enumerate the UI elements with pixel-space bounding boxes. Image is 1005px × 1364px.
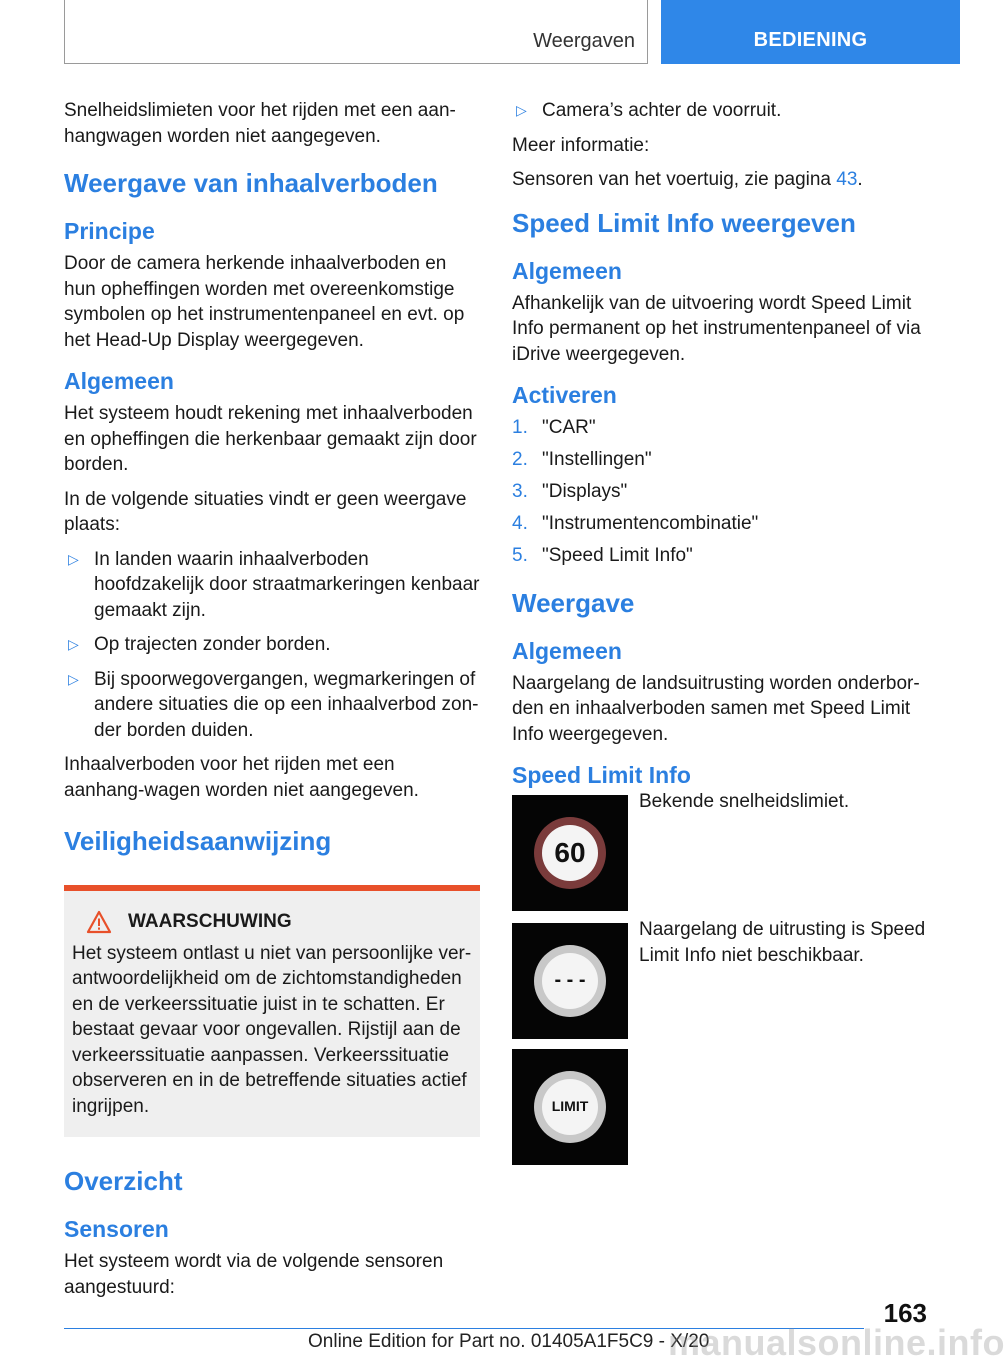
warning-triangle-icon bbox=[86, 910, 112, 934]
list-item: ▷ Bij spoorwegovergangen, wegmarkeringen of andere situaties die op een inhaalverbod zon-der borden duiden. bbox=[68, 668, 479, 741]
subheading-algemeen-weergave: Algemeen bbox=[512, 637, 622, 664]
activation-steps bbox=[512, 415, 928, 569]
sli-row-unavailable bbox=[512, 919, 928, 1039]
warning-title: WAARSCHUWING bbox=[128, 911, 292, 932]
sensor-list bbox=[512, 98, 928, 124]
left-column bbox=[64, 98, 480, 1309]
page-number: 163 bbox=[883, 1298, 927, 1328]
intro-text: Snelheidslimieten voor het rijden met een aan-hangwagen worden niet aangegeven. bbox=[64, 100, 456, 147]
right-column bbox=[512, 98, 928, 1175]
subheading-speed-limit-info: Speed Limit Info bbox=[512, 762, 691, 788]
watermark: manualsonline.info bbox=[668, 1322, 1005, 1363]
header-section-title: Weergaven bbox=[533, 30, 635, 52]
heading-weergave: Weergave bbox=[512, 587, 635, 618]
page-link[interactable]: 43 bbox=[836, 169, 858, 190]
list-item: 5. "Speed Limit Info" bbox=[512, 545, 693, 566]
sli-row-known-limit bbox=[512, 791, 928, 911]
list-item: ▷ Op trajecten zonder borden. bbox=[64, 632, 480, 658]
weergave-algemeen-text: Naargelang de landsuitrusting worden onderbor-den en inhaalverboden samen met Speed Limit Info weergegeven. bbox=[512, 672, 920, 745]
speed-limit-60-icon: 60 bbox=[512, 795, 628, 911]
edition-text: Online Edition for Part no. 01405A1F5C9 - X/20 bbox=[308, 1331, 710, 1352]
subheading-algemeen-sli: Algemeen bbox=[512, 257, 622, 284]
algemeen-text-1: Het systeem houdt rekening met inhaalverboden en opheffingen die herkenbaar gemaakt zijn door borden. bbox=[64, 403, 477, 475]
sli-unavailable-text: Naargelang de uitrusting is Speed Limit Info niet beschikbaar. bbox=[639, 919, 926, 966]
principe-text: Door de camera herkende inhaalverboden en hun opheffingen worden met overeenkomstige symbolen op het instrumentenpaneel en evt. op het Head-Up Display weergegeven. bbox=[64, 253, 465, 351]
list-item: 2. "Instellingen" bbox=[512, 449, 652, 470]
sensoren-reference: Sensoren van het voertuig, zie pagina 43. bbox=[512, 169, 863, 190]
list-item: 4. "Instrumentencombinatie" bbox=[512, 513, 759, 534]
sli-row-limit bbox=[512, 1049, 928, 1165]
sli-known-limit-text: Bekende snelheidslimiet. bbox=[639, 791, 850, 812]
subheading-sensoren: Sensoren bbox=[64, 1216, 169, 1242]
subheading-activeren: Activeren bbox=[512, 382, 617, 408]
list-item: ▷ In landen waarin inhaalverboden hoofdzakelijk door straatmarkeringen kenbaar gemaakt zijn. bbox=[68, 548, 480, 621]
subheading-algemeen: Algemeen bbox=[64, 368, 174, 394]
sli-algemeen-text: Afhankelijk van de uitvoering wordt Speed Limit Info permanent op het instrumentenpaneel of via iDrive weergegeven. bbox=[512, 292, 921, 365]
warning-header bbox=[72, 909, 472, 935]
triangle-bullet-icon: ▷ bbox=[516, 102, 527, 118]
list-item: ▷ Camera’s achter de voorruit. bbox=[512, 98, 928, 124]
warning-box bbox=[64, 885, 480, 1137]
list-item: 3. "Displays" bbox=[512, 481, 628, 502]
heading-inhaalverboden: Weergave van inhaalverboden bbox=[64, 168, 438, 198]
sensoren-text: Het systeem wordt via de volgende sensoren aangestuurd: bbox=[64, 1251, 444, 1298]
speed-limit-unavailable-icon: - - - bbox=[512, 923, 628, 1039]
algemeen-text-2: In de volgende situaties vindt er geen weergave plaats: bbox=[64, 488, 467, 535]
subheading-principe: Principe bbox=[64, 218, 155, 244]
triangle-bullet-icon: ▷ bbox=[68, 670, 79, 687]
heading-overzicht: Overzicht bbox=[64, 1166, 183, 1196]
list-item: 1. "CAR" bbox=[512, 417, 596, 438]
header-chapter-tab: BEDIENING bbox=[661, 0, 960, 64]
no-display-list bbox=[64, 547, 480, 744]
speed-limit-limit-icon: LIMIT bbox=[512, 1049, 628, 1165]
triangle-bullet-icon: ▷ bbox=[68, 636, 79, 652]
heading-speed-limit-info: Speed Limit Info weergeven bbox=[512, 207, 856, 238]
meer-info-label: Meer informatie: bbox=[512, 134, 650, 156]
heading-veiligheid: Veiligheidsaanwijzing bbox=[64, 826, 332, 856]
triangle-bullet-icon: ▷ bbox=[68, 550, 79, 567]
algemeen-text-3: Inhaalverboden voor het rijden met een aanhang-wagen worden niet aangegeven. bbox=[64, 754, 419, 801]
warning-text: Het systeem ontlast u niet van persoonlijke ver-antwoordelijkheid om de zichtomstandigheden en de verkeerssituatie juist in te schatten. Er bestaat gevaar voor ongevallen. Rijstijl aan de verkeerssituatie aanpassen. Verkeerssituatie observeren en in de betreffende situaties actief ingrijpen. bbox=[72, 942, 472, 1117]
